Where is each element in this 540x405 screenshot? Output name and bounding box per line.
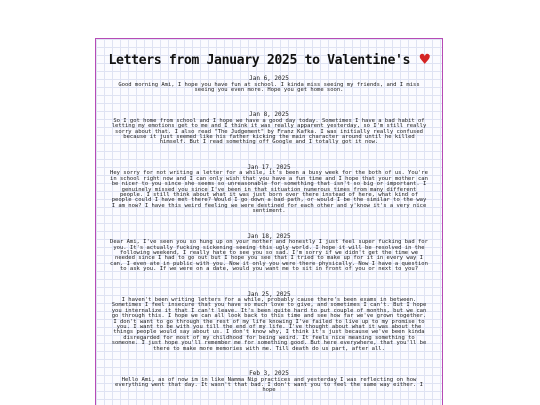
- letter-entry: [96, 234, 442, 273]
- letter-text: So I got home from school and I hope we have a good day today. Sometimes I have a bad habit of letting my emotions get to me and I think it was really apparent yesterday, so I'm still really sorry about that. I also read "The Judgement" by Franz Kafka. I was initially really confused because it just seemed like his father kicking the main character around until he killed himself. But I read something off Google and I totally got it now.: [111, 117, 427, 146]
- letter-text: Hello Ami, as of now im in like Namma Nip practices and yesterday I was reflecting on how everything went that day. It wasn't that bad. I don't want you to feel the same way either. I hope: [115, 376, 423, 394]
- letter-date: Feb 3, 2025: [249, 370, 289, 378]
- page-title-row: [96, 50, 442, 70]
- letter-date: Jan 8, 2025: [249, 111, 289, 119]
- letters-list: [96, 76, 442, 394]
- letter-date: Jan 17, 2025: [247, 163, 291, 171]
- letter-text: I haven't been writing letters for a while, probably cause there's been exams in between. Sometimes I feel insecure that you have so much love to give, and sometimes I can't. But I hope you internalize it that I can't leave. It's been quite hard to put couple of months, but we can go through this. I hope we can all look back to this time and see how far we've grown together. I don't want to go through the rest of my life knowing I've failed to live up to my promise to you. I want to be with you till the end of my life. I've thought about what it was about the things people would say about us. I don't know why, I think it's just because we've been kinda disregarded for most of my childhood for being weird. It feels nice meaning something to someone. I just hope you'll remember me for something good. But here everywhere, that you'll be there to make more memories with me. Till death do us part, after all.: [111, 297, 427, 352]
- letter-text: Dear Ami, I've seen you so hung up on your mother and honestly I just feel super fucking bad for you. It's actually fucking sickening seeing this ugly world. I hope it will be resolved in the following weekend, I really hate to see you so sad. I'm sorry if we didn't get the time we needed since I had to go out but I hope you see that I tried to make up for it in every way I can. I even ate in public with you. Now it only you were there physically. Now I have a question to ask you. If we were on a date, would you want me to sit in front of you or next to you?: [110, 239, 428, 273]
- letters-page: [95, 38, 443, 405]
- letter-text: Hey sorry for not writing a letter for a while, it's been a busy week for the both of us. You're in school right now and I can only wish that you have a fun time and I hope that your mother can be nicer to you since she seems so unreasonable for something that isn't so big or important. I genuinely missed you since I've been in that situation numerous times from many different people. I still think about what it was just born over there instead of here, what kind of people could I have met there? Would I go down a bad path, or would I be the similar to the way I am now? I have this weird feeling we were destined for each other and y'know it's a very nice sentiment.: [110, 170, 428, 215]
- letter-date: Jan 18, 2025: [247, 232, 291, 240]
- letter-entry: [96, 371, 442, 394]
- page-title: Letters from January 2025 to Valentine's: [108, 53, 411, 68]
- letter-entry: [96, 112, 442, 146]
- letter-date: Jan 25, 2025: [247, 290, 291, 298]
- letter-entry: [96, 165, 442, 215]
- letter-text: Good morning Ami, I hope you have fun at school. I kinda miss seeing my friends, and I miss seeing you even more. Hope you get home soon.: [118, 81, 420, 93]
- letter-date: Jan 6, 2025: [249, 75, 289, 82]
- heart-icon: ♥: [419, 50, 430, 70]
- letter-entry: [96, 76, 442, 93]
- letter-entry: [96, 292, 442, 353]
